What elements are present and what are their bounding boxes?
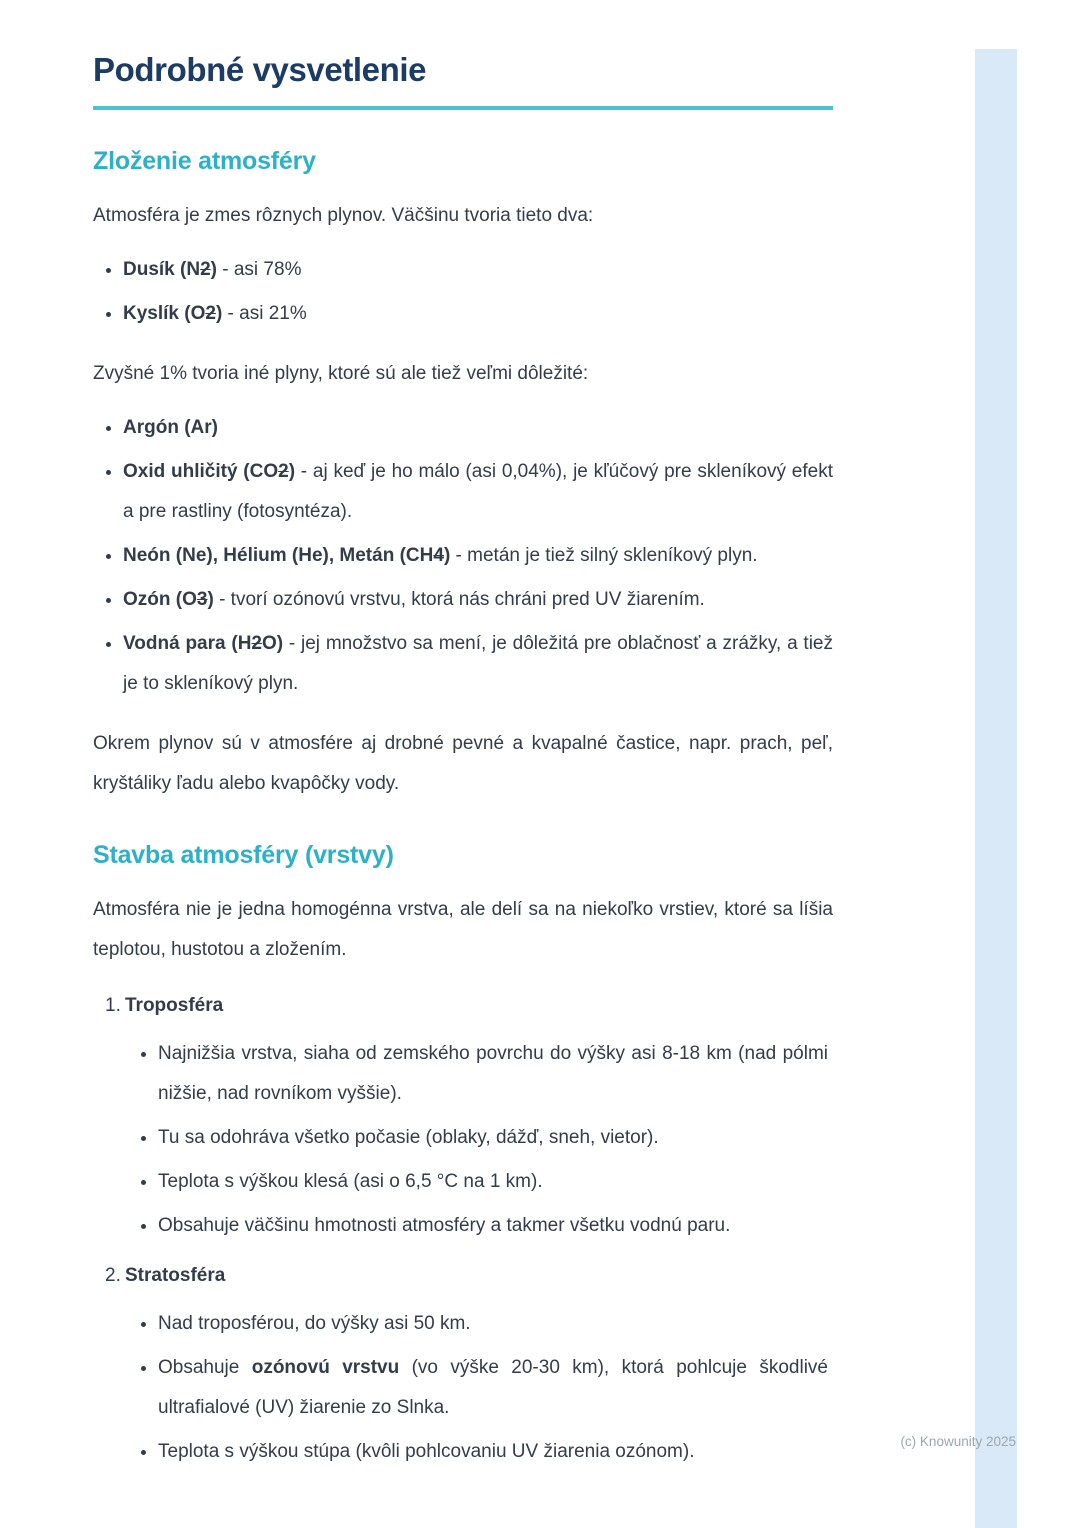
text-run: ) (443, 545, 451, 566)
text-run: (vo výške 20-30 km), ktorá pohlcuje škodlivé ultrafialové (UV) žiarenie zo Slnka. (158, 1357, 828, 1418)
text-run: ) (215, 303, 223, 324)
layer-point: • Teplota s výškou klesá (asi o 6,5 °C na 1 km). (158, 1162, 828, 1202)
layer-name: Troposféra (125, 995, 224, 1016)
layer-name: Stratosféra (125, 1265, 226, 1286)
text-run: Obsahuje (158, 1357, 252, 1378)
section-heading-structure: Stavba atmosféry (vrstvy) (93, 841, 394, 869)
layer-point: • Nad troposférou, do výšky asi 50 km. (158, 1304, 828, 1344)
struck-subscript: 4 (433, 545, 444, 566)
section-heading-composition: Zloženie atmosféry (93, 147, 316, 175)
text-run: - jej množstvo sa mení, je dôležitá pre oblačnosť a zrážky, a tiež je to skleníkový plyn. (123, 633, 833, 694)
text-run: ) (207, 589, 214, 610)
struck-subscript: 2 (205, 303, 216, 324)
layer-heading (93, 1256, 833, 1296)
struck-subscript: 3 (196, 589, 208, 610)
text-run: Argón (Ar) (123, 417, 218, 438)
text-run: - aj keď je ho málo (asi 0,04%), je kľúčový pre skleníkový efekt a pre rastliny (fotosyntéza). (123, 461, 834, 522)
layer-point (158, 1348, 828, 1428)
layer-point: • Teplota s výškou stúpa (kvôli pohlcovaniu UV žiarenia ozónom). (158, 1432, 828, 1472)
layer-point: • Najnižšia vrstva, siaha od zemského povrchu do výšky asi 8-18 km (nad pólmi nižšie, nad rovníkom vyššie). (158, 1034, 828, 1114)
document-page (93, 0, 833, 1472)
text-run: Ozón (O (123, 589, 197, 610)
struck-subscript: 2 (278, 461, 289, 482)
text-run: ) (288, 461, 296, 482)
paragraph-particles: Okrem plynov sú v atmosfére aj drobné pevné a kvapalné častice, napr. prach, peľ, kryštáliky ľadu alebo kvapôčky vody. (93, 733, 833, 794)
bullet-item-ozone (123, 580, 833, 620)
paragraph-intro-gases: Atmosféra je zmes rôznych plynov. Väčšinu tvoria tieto dva: (93, 205, 594, 226)
text-run: Vodná para (H (123, 633, 252, 654)
text-run: Neón (Ne), Hélium (He), Metán (CH (123, 545, 434, 566)
text-run: O) (262, 633, 284, 654)
text-run: - asi 21% (222, 303, 307, 324)
section-structure (93, 840, 833, 1472)
struck-subscript: 2 (200, 259, 211, 280)
layer-number: 2. (105, 1265, 121, 1286)
text-run: Dusík (N (123, 259, 201, 280)
layer-point: • Obsahuje väčšinu hmotnosti atmosféry a takmer všetku vodnú paru. (158, 1206, 828, 1246)
title-underline (93, 106, 833, 110)
text-run: - metán je tiež silný skleníkový plyn. (450, 545, 758, 566)
struck-subscript: 2 (251, 633, 262, 654)
bullet-item-argon (123, 408, 833, 448)
page-title: Podrobné vysvetlenie (93, 51, 427, 88)
bullet-item-oxygen (123, 294, 833, 334)
bullet-item-nitrogen (123, 250, 833, 290)
right-margin-stripe (975, 49, 1017, 1528)
bullet-list-trace-gases (93, 408, 833, 704)
layer-points-list (128, 1034, 828, 1246)
layer-heading (93, 986, 833, 1026)
bullet-item-co2 (123, 452, 833, 532)
paragraph-other-gases: Zvyšné 1% tvoria iné plyny, ktoré sú ale tiež veľmi dôležité: (93, 363, 589, 384)
bullet-item-neon-helium-methane (123, 536, 833, 576)
layer-number: 1. (105, 995, 121, 1016)
section-composition (93, 146, 833, 804)
layer-points-list (128, 1304, 828, 1472)
bullet-item-water-vapor (123, 624, 833, 704)
text-run: ) (210, 259, 217, 280)
watermark: (c) Knowunity 2025 (900, 1434, 1016, 1449)
paragraph-layers-intro: Atmosféra nie je jedna homogénna vrstva, ale delí sa na niekoľko vrstiev, ktoré sa líšia teplotou, hustotou a zložením. (93, 899, 833, 960)
text-run: Oxid uhličitý (CO (123, 461, 279, 482)
text-run: - tvorí ozónovú vrstvu, ktorá nás chráni pred UV žiarením. (213, 589, 705, 610)
layer-item-troposphere (93, 986, 833, 1246)
text-run: - asi 78% (216, 259, 302, 280)
bullet-list-main-gases (93, 250, 833, 334)
text-run: ozónovú vrstvu (251, 1357, 400, 1378)
layer-item-stratosphere (93, 1256, 833, 1472)
numbered-list-layers (93, 986, 833, 1472)
text-run: Kyslík (O (123, 303, 206, 324)
layer-point: • Tu sa odohráva všetko počasie (oblaky, dážď, sneh, vietor). (158, 1118, 828, 1158)
